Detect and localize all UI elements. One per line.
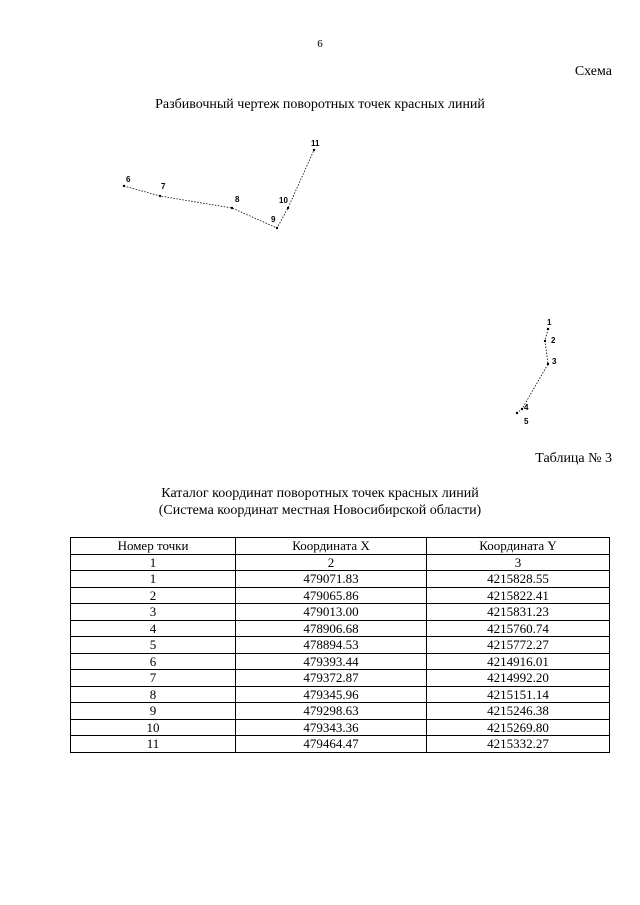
- table-cell: 479464.47: [236, 736, 427, 753]
- table-row: [71, 686, 610, 703]
- coordinates-table-body: [71, 538, 610, 753]
- table-cell: 8: [71, 686, 236, 703]
- table-cell: 3: [71, 604, 236, 621]
- point-label: 1: [547, 318, 552, 327]
- scheme-title: Разбивочный чертеж поворотных точек красных линий: [155, 97, 485, 112]
- point-marker: [544, 340, 546, 342]
- table-cell: 479298.63: [236, 703, 427, 720]
- table-cell: 11: [71, 736, 236, 753]
- table-cell: 4215760.74: [427, 620, 610, 637]
- table-cell: 479393.44: [236, 653, 427, 670]
- catalog-title-line-2: (Система координат местная Новосибирской области): [158, 503, 482, 518]
- scheme-label: Схема: [574, 64, 612, 79]
- table-cell: Координата Y: [427, 538, 610, 555]
- table-row: [71, 587, 610, 604]
- red-line-west: [124, 150, 314, 228]
- table-cell: 6: [71, 653, 236, 670]
- table-cell: 10: [71, 719, 236, 736]
- point-label: 8: [235, 195, 240, 204]
- point-marker: [159, 195, 161, 197]
- table-row: [71, 653, 610, 670]
- table-cell: 4: [71, 620, 236, 637]
- point-marker: [287, 207, 289, 209]
- table-cell: 479071.83: [236, 571, 427, 588]
- catalog-title-line-1: Каталог координат поворотных точек красных линий: [161, 486, 479, 501]
- table-row: [71, 604, 610, 621]
- coordinates-table: [70, 537, 610, 753]
- table-row: [71, 670, 610, 687]
- table-cell: 1: [71, 571, 236, 588]
- table-cell: 4215332.27: [427, 736, 610, 753]
- table-cell: 4215831.23: [427, 604, 610, 621]
- table-cell: 478894.53: [236, 637, 427, 654]
- point-marker: [313, 149, 315, 151]
- table-label: Таблица № 3: [535, 451, 612, 466]
- table-cell: 478906.68: [236, 620, 427, 637]
- table-cell: 2: [236, 554, 427, 571]
- table-cell: 479343.36: [236, 719, 427, 736]
- table-cell: 479013.00: [236, 604, 427, 621]
- table-row: [71, 736, 610, 753]
- red-line-east: [517, 329, 548, 413]
- point-label: 9: [271, 215, 276, 224]
- table-cell: Номер точки: [71, 538, 236, 555]
- table-cell: 2: [71, 587, 236, 604]
- table-cell: 9: [71, 703, 236, 720]
- table-cell: 4215822.41: [427, 587, 610, 604]
- point-label: 11: [311, 139, 320, 148]
- table-cell: 4215246.38: [427, 703, 610, 720]
- table-cell: 4214916.01: [427, 653, 610, 670]
- table-cell: 1: [71, 554, 236, 571]
- table-row: [71, 571, 610, 588]
- catalog-title: [0, 485, 640, 519]
- table-cell: 3: [427, 554, 610, 571]
- point-marker: [521, 408, 523, 410]
- table-row: [71, 719, 610, 736]
- table-cell: 4215269.80: [427, 719, 610, 736]
- table-column-number-row: [71, 554, 610, 571]
- point-label: 5: [524, 417, 529, 426]
- table-cell: Координата X: [236, 538, 427, 555]
- table-cell: 4215828.55: [427, 571, 610, 588]
- table-cell: 479372.87: [236, 670, 427, 687]
- point-marker: [276, 227, 278, 229]
- table-cell: 4214992.20: [427, 670, 610, 687]
- table-cell: 4215772.27: [427, 637, 610, 654]
- table-cell: 5: [71, 637, 236, 654]
- point-marker: [231, 207, 233, 209]
- point-marker: [123, 185, 125, 187]
- point-label: 4: [524, 403, 529, 412]
- point-marker: [547, 328, 549, 330]
- table-row: [71, 620, 610, 637]
- point-label: 7: [161, 182, 166, 191]
- point-label: 10: [279, 196, 288, 205]
- table-header-row: [71, 538, 610, 555]
- table-cell: 479065.86: [236, 587, 427, 604]
- page-number: 6: [317, 38, 323, 50]
- point-marker: [516, 412, 518, 414]
- point-label: 3: [552, 357, 557, 366]
- point-label: 6: [126, 175, 131, 184]
- point-marker: [547, 363, 549, 365]
- table-cell: 479345.96: [236, 686, 427, 703]
- table-cell: 4215151.14: [427, 686, 610, 703]
- table-cell: 7: [71, 670, 236, 687]
- table-row: [71, 703, 610, 720]
- point-label: 2: [551, 336, 556, 345]
- table-row: [71, 637, 610, 654]
